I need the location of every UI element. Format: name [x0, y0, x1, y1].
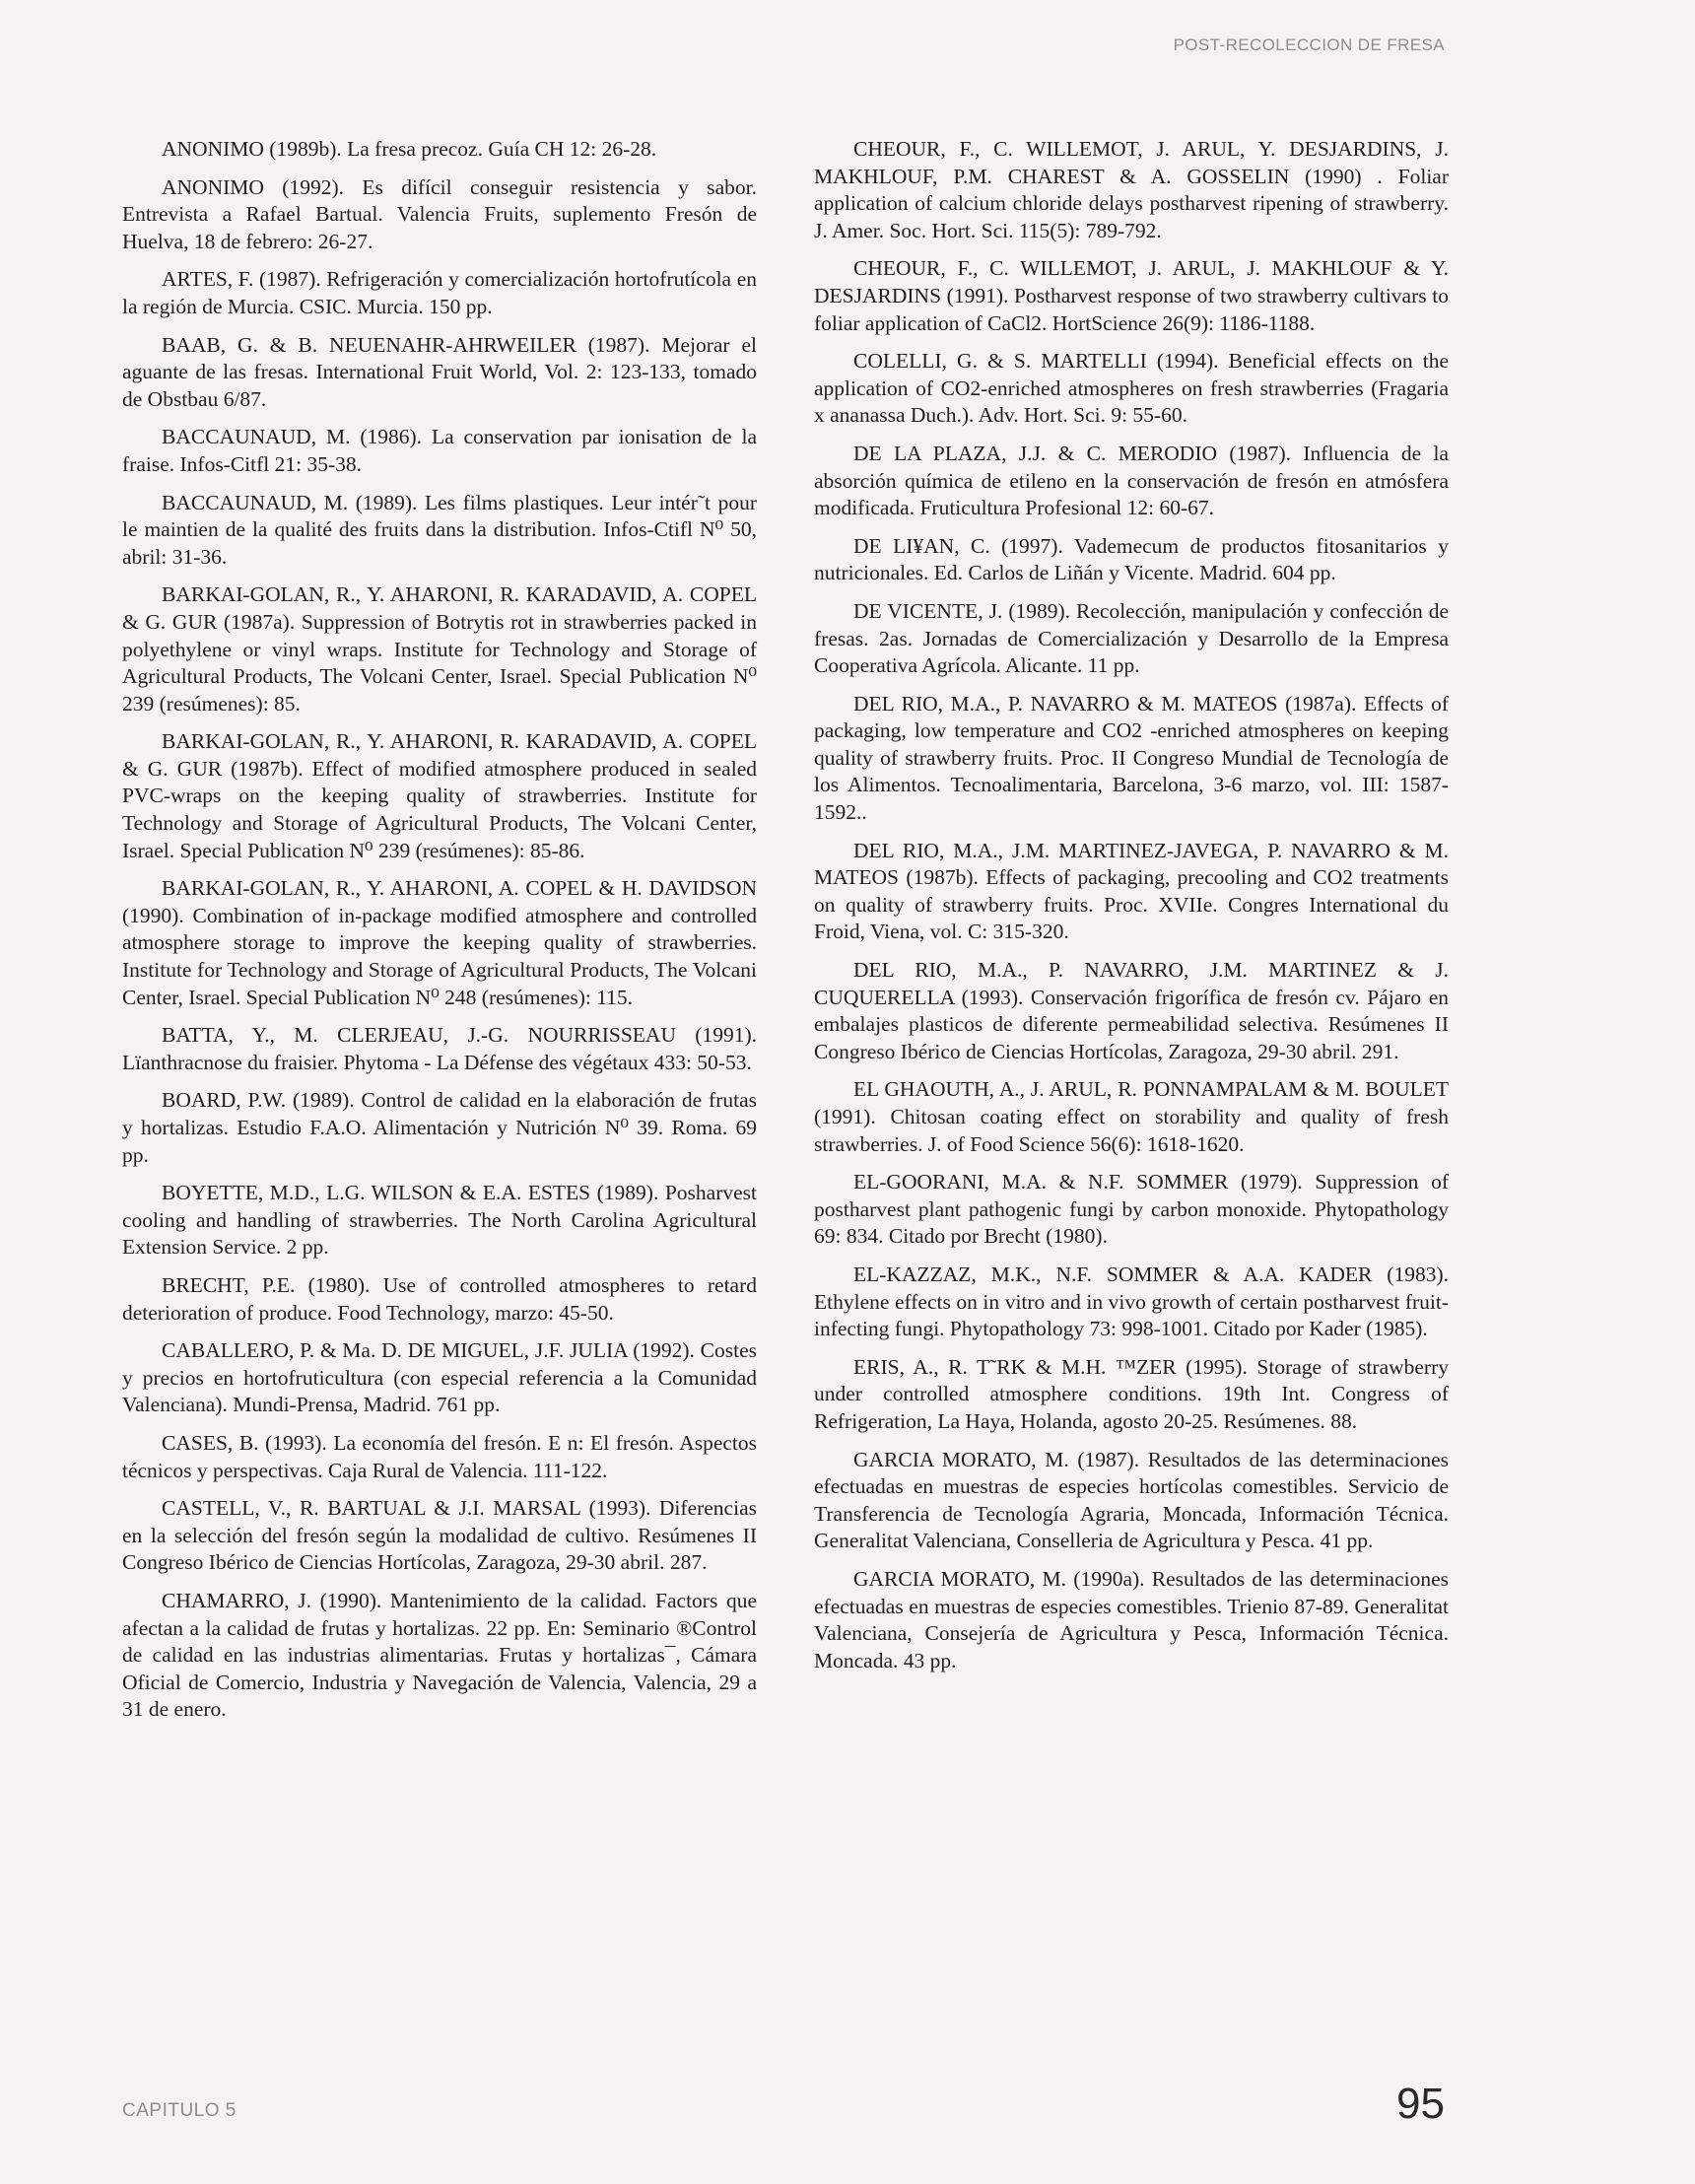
reference-entry: DE VICENTE, J. (1989). Recolección, manipulación y confección de fresas. 2as. Jornadas de Comercialización y Desarrollo de la Empresa Cooperativa Agrícola. Alicante. 11 pp.	[814, 598, 1449, 678]
reference-entry: DEL RIO, M.A., P. NAVARRO, J.M. MARTINEZ & J. CUQUERELLA (1993). Conservación frigorífica de fresón cv. Pájaro en embalajes plasticos de diferente permeabilidad selectiva. Resúmenes II Congreso Ibérico de Ciencias Hortícolas, Zaragoza, 29-30 abril. 291.	[814, 958, 1449, 1063]
reference-entry: BARKAI-GOLAN, R., Y. AHARONI, R. KARADAVID, A. COPEL & G. GUR (1987a). Suppression of Botrytis rot in strawberries packed in polyethylene or vinyl wraps. Institute for Technology and Storage of Agricultural Products, The Volcani Center, Israel. Special Publication N⁰ 239 (resúmenes): 85.	[122, 582, 757, 716]
reference-entry: CHAMARRO, J. (1990). Mantenimiento de la calidad. Factors que afectan a la calidad de frutas y hortalizas. 22 pp. En: Seminario ®Control de calidad en las industrias alimentarias. Frutas y hortalizas¯, Cámara Oficial de Comercio, Industria y Navegación de Valencia, Valencia, 29 a 31 de enero.	[122, 1588, 757, 1722]
reference-entry: CASES, B. (1993). La economía del fresón. E n: El fresón. Aspectos técnicos y perspectivas. Caja Rural de Valencia. 111-122.	[122, 1430, 757, 1482]
reference-entry: DE LA PLAZA, J.J. & C. MERODIO (1987). Influencia de la absorción química de etileno en la conservación de fresón en atmósfera modificada. Fruticultura Profesional 12: 60-67.	[814, 441, 1449, 520]
reference-entry: EL-GOORANI, M.A. & N.F. SOMMER (1979). Suppression of postharvest plant pathogenic fungi by carbon monoxide. Phytopathology 69: 834. Citado por Brecht (1980).	[814, 1170, 1449, 1249]
reference-entry: BOARD, P.W. (1989). Control de calidad en la elaboración de frutas y hortalizas. Estudio F.A.O. Alimentación y Nutrición N⁰ 39. Roma. 69 pp.	[122, 1088, 757, 1167]
reference-entry: ANONIMO (1992). Es difícil conseguir resistencia y sabor. Entrevista a Rafael Bartual. Valencia Fruits, suplemento Fresón de Huelva, 18 de febrero: 26-27.	[122, 174, 757, 253]
reference-entry: CABALLERO, P. & Ma. D. DE MIGUEL, J.F. JULIA (1992). Costes y precios en hortofruticultura (con especial referencia a la Comunidad Valenciana). Mundi-Prensa, Madrid. 761 pp.	[122, 1338, 757, 1417]
references-left-column	[122, 136, 757, 1735]
chapter-label: CAPITULO 5	[122, 2100, 237, 2121]
page-number: 95	[1396, 2080, 1445, 2128]
references-right-column	[814, 136, 1449, 1685]
reference-entry: DEL RIO, M.A., P. NAVARRO & M. MATEOS (1987a). Effects of packaging, low temperature and CO2 -enriched atmospheres on keeping quality of strawberry fruits. Proc. II Congreso Mundial de Tecnología de los Alimentos. Tecnoalimentaria, Barcelona, 3-6 marzo, vol. III: 1587-1592..	[814, 691, 1449, 825]
reference-entry: ANONIMO (1989b). La fresa precoz. Guía CH 12: 26-28.	[162, 137, 657, 161]
reference-entry: DE LI¥AN, C. (1997). Vademecum de productos fitosanitarios y nutricionales. Ed. Carlos de Liñán y Vicente. Madrid. 604 pp.	[814, 533, 1449, 585]
reference-entry: BOYETTE, M.D., L.G. WILSON & E.A. ESTES (1989). Posharvest cooling and handling of strawberries. The North Carolina Agricultural Extension Service. 2 pp.	[122, 1181, 757, 1260]
reference-entry: EL GHAOUTH, A., J. ARUL, R. PONNAMPALAM & M. BOULET (1991). Chitosan coating effect on storability and quality of fresh strawberries. J. of Food Science 56(6): 1618-1620.	[814, 1077, 1449, 1156]
reference-entry: ERIS, A., R. T˜RK & M.H. ™ZER (1995). Storage of strawberry under controlled atmosphere conditions. 19th Int. Congress of Refrigeration, La Haya, Holanda, agosto 20-25. Resúmenes. 88.	[814, 1354, 1449, 1433]
reference-entry: EL-KAZZAZ, M.K., N.F. SOMMER & A.A. KADER (1983). Ethylene effects on in vitro and in vivo growth of certain postharvest fruit-infecting fungi. Phytopathology 73: 998-1001. Citado por Kader (1985).	[814, 1262, 1449, 1341]
reference-entry: BACCAUNAUD, M. (1986). La conservation par ionisation de la fraise. Infos-Citfl 21: 35-38.	[122, 425, 757, 476]
reference-entry: BACCAUNAUD, M. (1989). Les films plastiques. Leur intér˜t pour le maintien de la qualité des fruits dans la distribution. Infos-Ctifl N⁰ 50, abril: 31-36.	[122, 490, 757, 569]
reference-entry: CHEOUR, F., C. WILLEMOT, J. ARUL, Y. DESJARDINS, J. MAKHLOUF, P.M. CHAREST & A. GOSSELIN (1990) . Foliar application of calcium chloride delays postharvest ripening of strawberry. J. Amer. Soc. Hort. Sci. 115(5): 789-792.	[814, 137, 1449, 242]
reference-entry: ARTES, F. (1987). Refrigeración y comercialización hortofrutícola en la región de Murcia. CSIC. Murcia. 150 pp.	[122, 267, 757, 318]
reference-entry: GARCIA MORATO, M. (1987). Resultados de las determinaciones efectuadas en muestras de especies hortícolas comestibles. Servicio de Transferencia de Tecnología Agraria, Moncada, Información Técnica. Generalitat Valenciana, Conselleria de Agricultura y Pesca. 41 pp.	[814, 1447, 1449, 1553]
reference-entry: DEL RIO, M.A., J.M. MARTINEZ-JAVEGA, P. NAVARRO & M. MATEOS (1987b). Effects of packaging, precooling and CO2 treatments on quality of strawberry fruits. Proc. XVIIe. Congres International du Froid, Viena, vol. C: 315-320.	[814, 838, 1449, 944]
reference-entry: COLELLI, G. & S. MARTELLI (1994). Beneficial effects on the application of CO2-enriched atmospheres on fresh strawberries (Fragaria x ananassa Duch.). Adv. Hort. Sci. 9: 55-60.	[814, 349, 1449, 428]
reference-entry: BAAB, G. & B. NEUENAHR-AHRWEILER (1987). Mejorar el aguante de las fresas. International Fruit World, Vol. 2: 123-133, tomado de Obstbau 6/87.	[122, 332, 757, 411]
running-header: POST-RECOLECCION DE FRESA	[1173, 35, 1445, 54]
reference-entry: CASTELL, V., R. BARTUAL & J.I. MARSAL (1993). Diferencias en la selección del fresón según la modalidad de cultivo. Resúmenes II Congreso Ibérico de Ciencias Hortícolas, Zaragoza, 29-30 abril. 287.	[122, 1496, 757, 1575]
reference-entry: CHEOUR, F., C. WILLEMOT, J. ARUL, J. MAKHLOUF & Y. DESJARDINS (1991). Postharvest response of two strawberry cultivars to foliar application of CaCl2. HortScience 26(9): 1186-1188.	[814, 256, 1449, 335]
reference-entry: BATTA, Y., M. CLERJEAU, J.-G. NOURRISSEAU (1991). Lïanthracnose du fraisier. Phytoma - La Défense des végétaux 433: 50-53.	[122, 1023, 757, 1074]
reference-entry: GARCIA MORATO, M. (1990a). Resultados de las determinaciones efectuadas en muestras de especies comestibles. Trienio 87-89. Generalitat Valenciana, Consejería de Agricultura y Pesca, Información Técnica. Moncada. 43 pp.	[814, 1566, 1449, 1672]
reference-entry: BRECHT, P.E. (1980). Use of controlled atmospheres to retard deterioration of produce. Food Technology, marzo: 45-50.	[122, 1272, 757, 1325]
reference-entry: BARKAI-GOLAN, R., Y. AHARONI, R. KARADAVID, A. COPEL & G. GUR (1987b). Effect of modified atmosphere produced in sealed PVC-wraps on the keeping quality of strawberries. Institute for Technology and Storage of Agricultural Products, The Volcani Center, Israel. Special Publication N⁰ 239 (resúmenes): 85-86.	[122, 729, 757, 862]
reference-entry: BARKAI-GOLAN, R., Y. AHARONI, A. COPEL & H. DAVIDSON (1990). Combination of in-package modified atmosphere and controlled atmosphere storage to improve the keeping quality of strawberries. Institute for Technology and Storage of Agricultural Products, The Volcani Center, Israel. Special Publication N⁰ 248 (resúmenes): 115.	[122, 876, 757, 1009]
